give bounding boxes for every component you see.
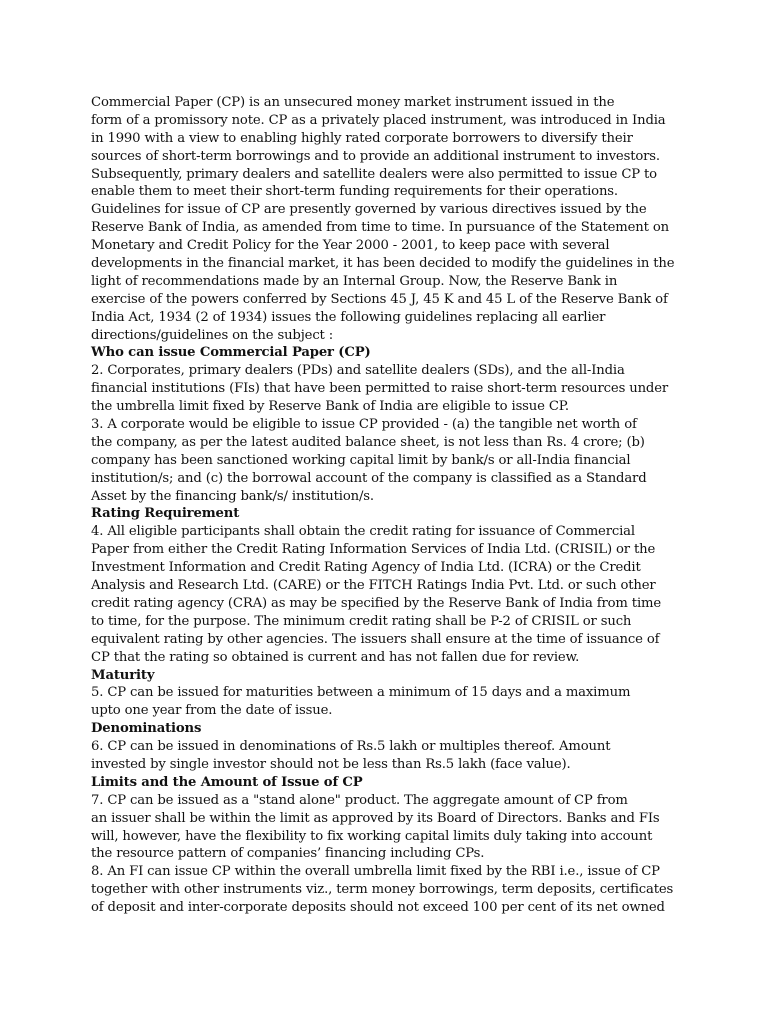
text-line: India Act, 1934 (2 of 1934) issues the following guidelines replacing all earlier — [91, 309, 606, 325]
text-line: credit rating agency (CRA) as may be specified by the Reserve Bank of India from time — [91, 595, 662, 611]
text-line: to time, for the purpose. The minimum credit rating shall be P-2 of CRISIL or such — [91, 613, 632, 629]
text-line: light of recommendations made by an Internal Group. Now, the Reserve Bank in — [91, 273, 618, 289]
text-line: Monetary and Credit Policy for the Year 2000 - 2001, to keep pace with several — [91, 238, 610, 254]
text-line: institution/s; and (c) the borrowal account of the company is classified as a Standard — [91, 470, 647, 486]
text-line: equivalent rating by other agencies. The issuers shall ensure at the time of issuance of — [91, 631, 660, 647]
text-line: Subsequently, primary dealers and satellite dealers were also permitted to issue CP to — [91, 166, 657, 182]
text-line: 7. CP can be issued as a "stand alone" product. The aggregate amount of CP from — [91, 792, 628, 808]
text-line: invested by single investor should not be less than Rs.5 lakh (face value). — [91, 756, 571, 772]
text-line: the resource pattern of companies’ financing including CPs. — [91, 846, 485, 862]
text-line: Commercial Paper (CP) is an unsecured money market instrument issued in the — [91, 95, 615, 110]
text-line: 8. An FI can issue CP within the overall umbrella limit fixed by the RBI i.e., issue of CP — [91, 864, 660, 880]
text-line: in 1990 with a view to enabling highly rated corporate borrowers to diversify their — [91, 130, 633, 146]
section-heading: Denominations — [91, 721, 202, 737]
text-line: upto one year from the date of issue. — [91, 703, 333, 719]
text-line: Reserve Bank of India, as amended from time to time. In pursuance of the Statement on — [91, 220, 669, 236]
text-line: will, however, have the flexibility to fix working capital limits duly taking into account — [91, 828, 653, 844]
text-line: 3. A corporate would be eligible to issue CP provided - (a) the tangible net worth of — [91, 417, 637, 433]
text-line: form of a promissory note. CP as a privately placed instrument, was introduced in India — [91, 112, 666, 128]
text-line: Paper from either the Credit Rating Information Services of India Ltd. (CRISIL) or the — [91, 542, 656, 558]
text-line: financial institutions (FIs) that have been permitted to raise short-term resources under — [91, 381, 669, 397]
text-line: exercise of the powers conferred by Sections 45 J, 45 K and 45 L of the Reserve Bank of — [91, 291, 668, 307]
text-line: Investment Information and Credit Rating Agency of India Ltd. (ICRA) or the Credit — [91, 560, 641, 576]
text-line: the umbrella limit fixed by Reserve Bank of India are eligible to issue CP. — [91, 399, 569, 415]
section-heading: Who can issue Commercial Paper (CP) — [91, 345, 371, 361]
text-line: an issuer shall be within the limit as approved by its Board of Directors. Banks and FIs — [91, 810, 660, 826]
section-heading: Maturity — [91, 667, 155, 683]
text-line: 6. CP can be issued in denominations of Rs.5 lakh or multiples thereof. Amount — [91, 739, 611, 755]
text-line: sources of short-term borrowings and to provide an additional instrument to investors. — [91, 148, 660, 164]
text-line: directions/guidelines on the subject : — [91, 327, 334, 343]
section-heading: Rating Requirement — [91, 506, 240, 522]
text-line: 2. Corporates, primary dealers (PDs) and satellite dealers (SDs), and the all-India — [91, 363, 625, 379]
text-line: 4. All eligible participants shall obtain the credit rating for issuance of Commercial — [91, 524, 635, 540]
text-line: enable them to meet their short-term funding requirements for their operations. — [91, 184, 618, 200]
text-line: CP that the rating so obtained is current and has not fallen due for review. — [91, 649, 580, 665]
section-heading: Limits and the Amount of Issue of CP — [91, 774, 363, 790]
text-line: Asset by the financing bank/s/ institution/s. — [91, 488, 374, 504]
text-line: Guidelines for issue of CP are presently governed by various directives issued by the — [91, 202, 647, 218]
document-body — [91, 94, 741, 917]
text-line: Analysis and Research Ltd. (CARE) or the FITCH Ratings India Pvt. Ltd. or such other — [91, 578, 656, 594]
text-line: 5. CP can be issued for maturities between a minimum of 15 days and a maximum — [91, 685, 631, 701]
text-line: the company, as per the latest audited balance sheet, is not less than Rs. 4 crore; (b) — [91, 434, 645, 450]
text-line: developments in the financial market, it has been decided to modify the guidelines in the — [91, 256, 675, 272]
text-line: together with other instruments viz., term money borrowings, term deposits, certificates — [91, 882, 674, 898]
text-line: of deposit and inter-corporate deposits should not exceed 100 per cent of its net owned — [91, 900, 665, 916]
text-line: company has been sanctioned working capital limit by bank/s or all-India financial — [91, 452, 631, 468]
